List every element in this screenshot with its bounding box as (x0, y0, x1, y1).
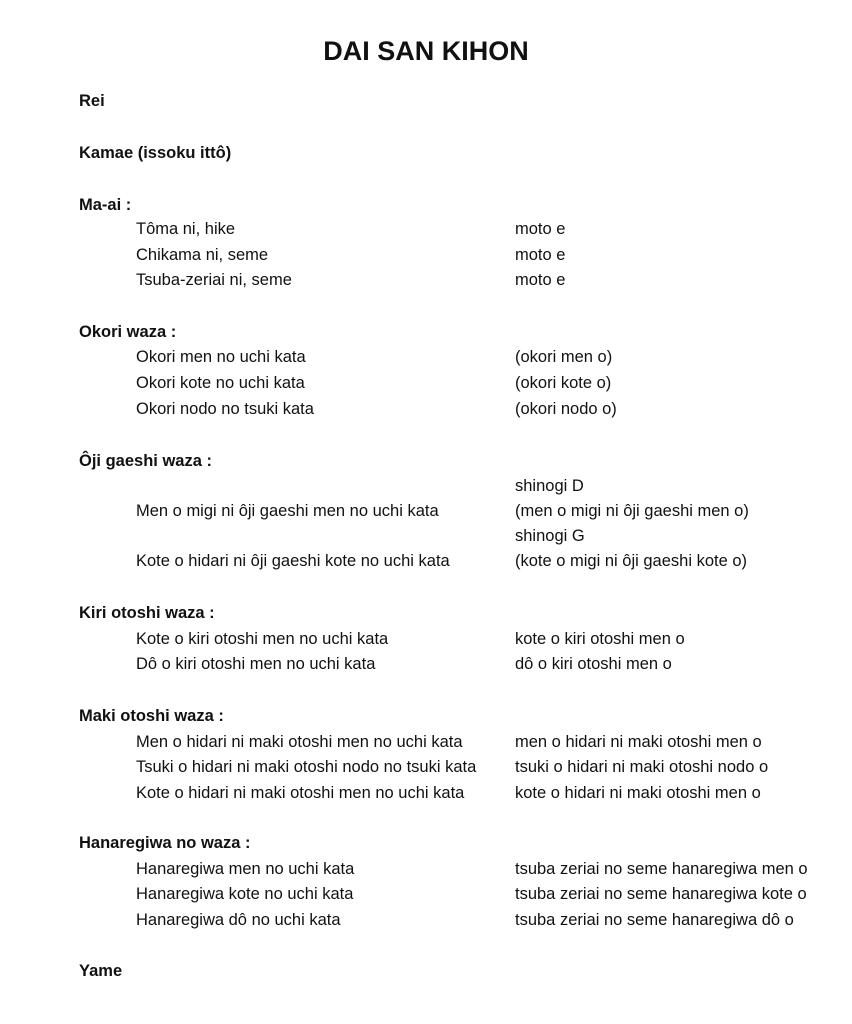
maai-item-1-left: Tôma ni, hike (136, 220, 236, 238)
okori-item-2-left: Okori kote no uchi kata (136, 374, 305, 392)
hanare-item-1-right: tsuba zeriai no seme hanaregiwa men o (515, 860, 808, 878)
maki-item-2-right: tsuki o hidari ni maki otoshi nodo o (515, 758, 769, 776)
maki-item-3-left: Kote o hidari ni maki otoshi men no uchi kata (136, 784, 465, 802)
maki-item-3-right: kote o hidari ni maki otoshi men o (515, 784, 761, 802)
oji-item-2-left: Kote o hidari ni ôji gaeshi kote no uchi kata (136, 552, 450, 570)
page-title: DAI SAN KIHON (323, 36, 529, 66)
heading-kamae: Kamae (issoku ittô) (79, 144, 232, 162)
kiri-item-2-left: Dô o kiri otoshi men no uchi kata (136, 655, 376, 673)
kiri-item-1-right: kote o kiri otoshi men o (515, 630, 685, 648)
heading-maai: Ma-ai : (79, 196, 132, 214)
maai-item-3-left: Tsuba-zeriai ni, seme (136, 271, 292, 289)
maai-item-3-right: moto e (515, 271, 566, 289)
kiri-item-2-right: dô o kiri otoshi men o (515, 655, 672, 673)
oji-note-shinogi-g: shinogi G (515, 527, 585, 545)
oji-item-1-left: Men o migi ni ôji gaeshi men no uchi kata (136, 502, 439, 520)
maai-item-2-left: Chikama ni, seme (136, 246, 269, 264)
okori-item-1-right: (okori men o) (515, 348, 613, 366)
okori-item-1-left: Okori men no uchi kata (136, 348, 306, 366)
heading-hanaregiwa: Hanaregiwa no waza : (79, 834, 251, 852)
hanare-item-1-left: Hanaregiwa men no uchi kata (136, 860, 355, 878)
oji-item-2-right: (kote o migi ni ôji gaeshi kote o) (515, 552, 748, 570)
maki-item-1-left: Men o hidari ni maki otoshi men no uchi kata (136, 733, 463, 751)
heading-okori: Okori waza : (79, 323, 177, 341)
maki-item-1-right: men o hidari ni maki otoshi men o (515, 733, 762, 751)
okori-item-3-left: Okori nodo no tsuki kata (136, 400, 314, 418)
maki-item-2-left: Tsuki o hidari ni maki otoshi nodo no tsuki kata (136, 758, 477, 776)
maai-item-1-right: moto e (515, 220, 566, 238)
okori-item-3-right: (okori nodo o) (515, 400, 617, 418)
heading-maki: Maki otoshi waza : (79, 707, 224, 725)
oji-note-shinogi-d: shinogi D (515, 477, 584, 495)
okori-item-2-right: (okori kote o) (515, 374, 612, 392)
heading-oji: Ôji gaeshi waza : (79, 452, 212, 470)
heading-yame: Yame (79, 962, 123, 980)
maai-item-2-right: moto e (515, 246, 566, 264)
hanare-item-3-right: tsuba zeriai no seme hanaregiwa dô o (515, 911, 794, 929)
oji-item-1-right: (men o migi ni ôji gaeshi men o) (515, 502, 749, 520)
hanare-item-2-right: tsuba zeriai no seme hanaregiwa kote o (515, 885, 807, 903)
hanare-item-3-left: Hanaregiwa dô no uchi kata (136, 911, 341, 929)
heading-rei: Rei (79, 92, 105, 110)
kiri-item-1-left: Kote o kiri otoshi men no uchi kata (136, 630, 389, 648)
heading-kiri: Kiri otoshi waza : (79, 604, 215, 622)
hanare-item-2-left: Hanaregiwa kote no uchi kata (136, 885, 354, 903)
